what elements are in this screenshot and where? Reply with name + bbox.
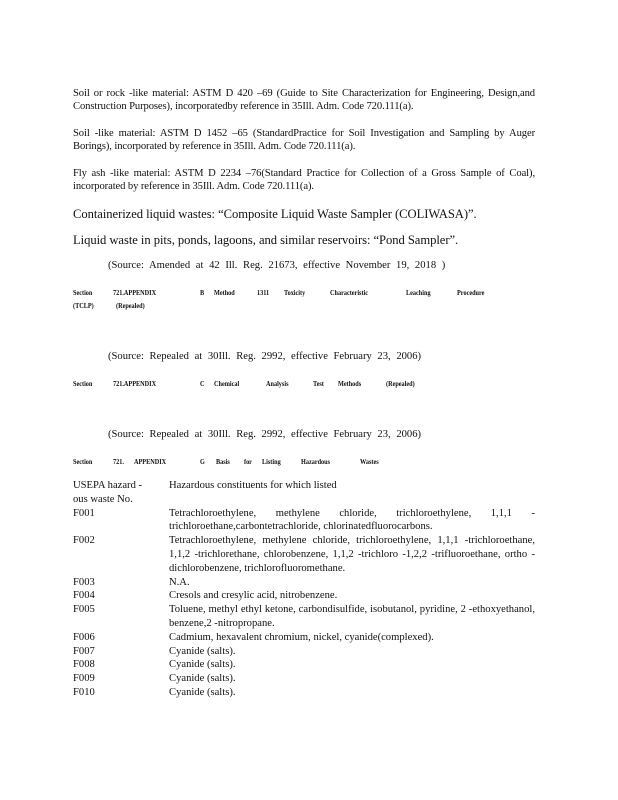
section-g-col8: Hazardous (301, 457, 331, 466)
hazardous-constituents: Toluene, methyl ethyl ketone, carbondisulfide, isobutanol, pyridine, 2 -ethoxyethanol, benzene,2 -nitropropane. (169, 604, 535, 629)
source-note-repealed-c: (Source: Repealed at 30Ill. Reg. 2992, effective February 23, 2006) (108, 351, 422, 362)
paragraph-soil: Soil -like material: ASTM D 1452 –65 (StandardPractice for Soil Investigation and Sampling by Auger Borings), incorporated by reference in 35Ill. Adm. Code 720.111(a). (73, 128, 535, 152)
hazardous-constituents: Cyanide (salts). (169, 686, 236, 698)
waste-code: F010 (73, 686, 95, 698)
waste-code: F007 (73, 645, 95, 657)
section-g-col5: Basis (216, 457, 230, 466)
section-b-line2b: (Repealed) (116, 301, 145, 310)
section-b-col8: Leaching (406, 288, 431, 297)
table-row (73, 589, 543, 603)
waste-code: F008 (73, 659, 95, 671)
header-code-line1: USEPA hazard - (73, 480, 143, 491)
pit-liquid-line: Liquid waste in pits, ponds, lagoons, and similar reservoirs: “Pond Sampler”. (73, 233, 459, 247)
section-c-col1: Section (73, 379, 93, 388)
hazardous-constituents: N.A. (169, 576, 190, 588)
waste-code: F001 (73, 507, 95, 519)
table-header-row (73, 479, 543, 507)
hazardous-constituents: Cyanide (salts). (169, 659, 236, 671)
section-b-col1: Section (73, 288, 93, 297)
waste-code: F003 (73, 576, 95, 588)
section-g-col7: Listing (262, 457, 281, 466)
section-b-col5: 1311 (257, 288, 270, 297)
table-row (73, 576, 543, 590)
table-row (73, 534, 543, 575)
section-b-col2: 721.APPENDIX (113, 288, 157, 297)
section-b-col9: Procedure (457, 288, 485, 297)
hazardous-constituents: Cadmium, hexavalent chromium, nickel, cyanide(complexed). (169, 631, 434, 643)
section-g-col2: 721. (113, 457, 124, 466)
hazardous-constituents: Tetrachloroethylene, methylene chloride, trichloroethylene, 1,1,1 -trichloroethane,carbontetrachloride, chlorinatedfluorocarbons. (169, 507, 535, 533)
hazardous-constituents: Cyanide (salts). (169, 645, 236, 657)
hazardous-constituents: Cyanide (salts). (169, 673, 236, 685)
waste-code: F006 (73, 631, 95, 643)
section-g-col9: Wastes (360, 457, 379, 466)
section-c-col7: Methods (338, 379, 362, 388)
section-g-col4: G (200, 457, 205, 466)
section-b-col6: Toxicity (284, 288, 306, 297)
hazardous-constituents: Tetrachloroethylene, methylene chloride, trichloroethylene, 1,1,1 -trichloroethane, 1,1,2 -trichlorethane, chlorobenzene, 1,1,2 -trichloro -1,2,2 -trifluoroethane, ortho -dichlorobenzene, trichlorofluoromethane. (169, 535, 535, 574)
table-row (73, 631, 543, 645)
section-g-col6: for (244, 457, 252, 466)
table-row (73, 672, 543, 686)
section-c-col2: 721.APPENDIX (113, 379, 157, 388)
table-row (73, 603, 543, 631)
source-note-repealed-g: (Source: Repealed at 30Ill. Reg. 2992, effective February 23, 2006) (108, 429, 422, 440)
section-c-col3: C (200, 379, 205, 388)
hazardous-constituents: Cresols and cresylic acid, nitrobenzene. (169, 590, 338, 602)
header-desc-column: Hazardous constituents for which listed (169, 480, 337, 491)
waste-code: F005 (73, 604, 95, 616)
waste-code: F002 (73, 535, 95, 547)
section-b-line2a: (TCLP) (73, 301, 94, 310)
table-row (73, 507, 543, 535)
section-c-col5: Analysis (266, 379, 289, 388)
section-c-col4: Chemical (214, 379, 240, 388)
table-row (73, 645, 543, 659)
paragraph-soil-rock: Soil or rock -like material: ASTM D 420 –69 (Guide to Site Characterization for Engineering, Design,and Construction Purposes), incorporatedby reference in 35Ill. Adm. Code 720.111(a). (73, 88, 535, 112)
waste-code: F009 (73, 673, 95, 685)
hazardous-waste-table (73, 479, 543, 700)
table-row (73, 658, 543, 672)
section-g-col1: Section (73, 457, 93, 466)
section-b-col4: Method (214, 288, 235, 297)
section-b-col7: Characteristic (330, 288, 369, 297)
waste-code: F004 (73, 590, 95, 602)
section-c-col8: (Repealed) (386, 379, 415, 388)
section-c-col6: Test (313, 379, 324, 388)
table-body (73, 507, 543, 700)
section-g-col3: APPENDIX (134, 457, 167, 466)
section-b-col3: B (200, 288, 205, 297)
paragraph-fly-ash: Fly ash -like material: ASTM D 2234 –76(Standard Practice for Collection of a Gross Sample of Coal), incorporated by reference in 35Ill. Adm. Code 720.111(a). (73, 168, 535, 192)
source-note-amended: (Source: Amended at 42 Ill. Reg. 21673, effective November 19, 2018 ) (108, 260, 446, 271)
header-code-line2: ous waste No. (73, 493, 133, 505)
header-code-column (73, 479, 169, 507)
containerized-liquid-line: Containerized liquid wastes: “Composite Liquid Waste Sampler (COLIWASA)”. (73, 207, 477, 221)
table-row (73, 686, 543, 700)
